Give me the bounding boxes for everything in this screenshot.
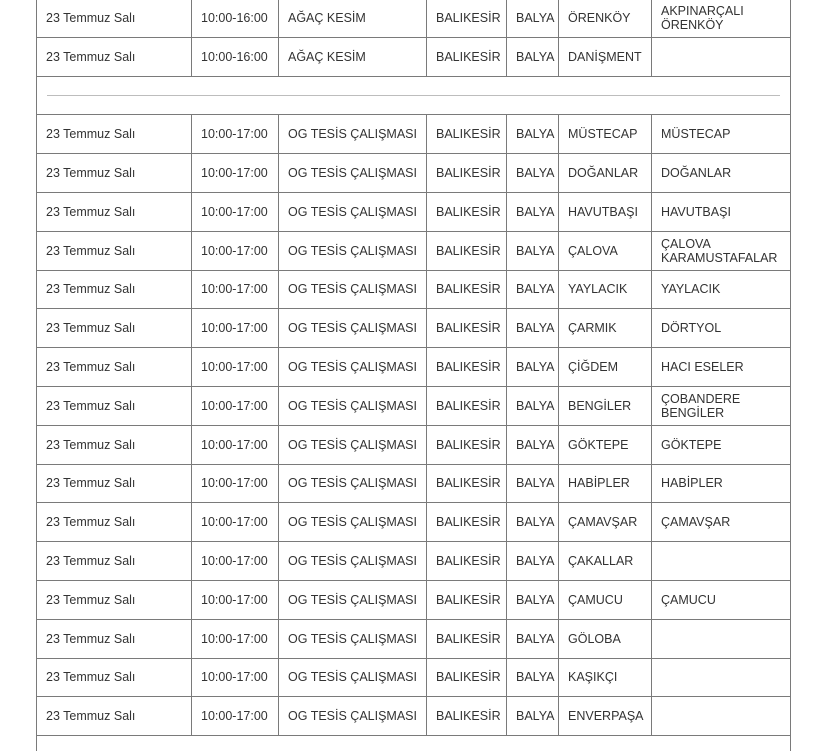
affected-locations-cell (652, 697, 791, 736)
province-cell: BALIKESİR (427, 231, 507, 270)
province-cell: BALIKESİR (427, 309, 507, 348)
work-type-cell: OG TESİS ÇALIŞMASI (279, 231, 427, 270)
time-cell: 10:00-17:00 (192, 503, 279, 542)
date-cell: 23 Temmuz Salı (37, 658, 192, 697)
work-type-cell: OG TESİS ÇALIŞMASI (279, 503, 427, 542)
date-cell: 23 Temmuz Salı (37, 0, 192, 37)
province-cell: BALIKESİR (427, 37, 507, 76)
work-type-cell: OG TESİS ÇALIŞMASI (279, 580, 427, 619)
neighborhood-cell: ÇALOVA (559, 231, 652, 270)
date-cell: 23 Temmuz Salı (37, 697, 192, 736)
time-cell: 10:00-16:00 (192, 0, 279, 37)
date-cell: 23 Temmuz Salı (37, 542, 192, 581)
table-row (37, 697, 791, 736)
neighborhood-cell: ÇARMIK (559, 309, 652, 348)
affected-locations-cell (652, 154, 791, 193)
table-row (37, 542, 791, 581)
province-cell: BALIKESİR (427, 503, 507, 542)
date-cell: 23 Temmuz Salı (37, 464, 192, 503)
time-cell: 10:00-17:00 (192, 658, 279, 697)
neighborhood-cell: ÖRENKÖY (559, 0, 652, 37)
table-row (37, 0, 791, 37)
date-cell: 23 Temmuz Salı (37, 115, 192, 154)
affected-locations-cell (652, 542, 791, 581)
affected-locations-cell (652, 425, 791, 464)
province-cell: BALIKESİR (427, 619, 507, 658)
location-name: YAYLACIK (661, 282, 721, 297)
outage-table-body (37, 0, 791, 751)
work-type-cell: OG TESİS ÇALIŞMASI (279, 348, 427, 387)
table-row (37, 580, 791, 619)
neighborhood-cell: DOĞANLAR (559, 154, 652, 193)
district-cell: BALYA (507, 425, 559, 464)
province-cell: BALIKESİR (427, 697, 507, 736)
location-name: HABİPLER (661, 476, 723, 491)
date-cell: 23 Temmuz Salı (37, 270, 192, 309)
affected-locations-cell (652, 231, 791, 270)
table-row (37, 231, 791, 270)
location-name: HAVUTBAŞI (661, 204, 731, 219)
affected-locations-cell (652, 115, 791, 154)
work-type-cell: OG TESİS ÇALIŞMASI (279, 619, 427, 658)
time-cell: 10:00-17:00 (192, 542, 279, 581)
work-type-cell: OG TESİS ÇALIŞMASI (279, 270, 427, 309)
neighborhood-cell: BENGİLER (559, 386, 652, 425)
partial-cell (37, 736, 791, 751)
neighborhood-cell: ÇAMAVŞAR (559, 503, 652, 542)
neighborhood-cell: ÇAKALLAR (559, 542, 652, 581)
affected-locations-cell (652, 386, 791, 425)
district-cell: BALYA (507, 154, 559, 193)
location-name: GÖKTEPE (661, 437, 722, 452)
date-cell: 23 Temmuz Salı (37, 503, 192, 542)
table-row (37, 619, 791, 658)
neighborhood-cell: ÇAMUCU (559, 580, 652, 619)
neighborhood-cell: DANİŞMENT (559, 37, 652, 76)
district-cell: BALYA (507, 231, 559, 270)
location-name: ÖRENKÖY (661, 17, 724, 32)
affected-locations-cell (652, 464, 791, 503)
province-cell: BALIKESİR (427, 348, 507, 387)
separator-cell (37, 76, 791, 115)
work-type-cell: OG TESİS ÇALIŞMASI (279, 542, 427, 581)
location-name: AKPINARÇALI (661, 3, 744, 18)
time-cell: 10:00-17:00 (192, 154, 279, 193)
affected-locations-cell (652, 348, 791, 387)
power-outage-table (36, 0, 791, 751)
time-cell: 10:00-17:00 (192, 697, 279, 736)
district-cell: BALYA (507, 503, 559, 542)
separator-line (47, 95, 780, 96)
province-cell: BALIKESİR (427, 115, 507, 154)
neighborhood-cell: GÖKTEPE (559, 425, 652, 464)
province-cell: BALIKESİR (427, 542, 507, 581)
district-cell: BALYA (507, 192, 559, 231)
table-row-partial (37, 736, 791, 751)
date-cell: 23 Temmuz Salı (37, 348, 192, 387)
district-cell: BALYA (507, 658, 559, 697)
province-cell: BALIKESİR (427, 192, 507, 231)
table-row (37, 658, 791, 697)
work-type-cell: OG TESİS ÇALIŞMASI (279, 658, 427, 697)
location-name: DOĞANLAR (661, 166, 732, 181)
time-cell: 10:00-17:00 (192, 580, 279, 619)
affected-locations-cell (652, 0, 791, 37)
table-row (37, 425, 791, 464)
table-row (37, 348, 791, 387)
time-cell: 10:00-17:00 (192, 115, 279, 154)
neighborhood-cell: HABİPLER (559, 464, 652, 503)
table-row (37, 503, 791, 542)
affected-locations-cell (652, 309, 791, 348)
district-cell: BALYA (507, 115, 559, 154)
table-row (37, 464, 791, 503)
work-type-cell: OG TESİS ÇALIŞMASI (279, 697, 427, 736)
work-type-cell: AĞAÇ KESİM (279, 37, 427, 76)
date-cell: 23 Temmuz Salı (37, 231, 192, 270)
neighborhood-cell: GÖLOBA (559, 619, 652, 658)
time-cell: 10:00-16:00 (192, 37, 279, 76)
district-cell: BALYA (507, 386, 559, 425)
affected-locations-cell (652, 192, 791, 231)
affected-locations-cell (652, 503, 791, 542)
time-cell: 10:00-17:00 (192, 348, 279, 387)
district-cell: BALYA (507, 542, 559, 581)
province-cell: BALIKESİR (427, 270, 507, 309)
location-name: HACI ESELER (661, 360, 744, 375)
table-row (37, 270, 791, 309)
work-type-cell: AĞAÇ KESİM (279, 0, 427, 37)
province-cell: BALIKESİR (427, 425, 507, 464)
district-cell: BALYA (507, 37, 559, 76)
time-cell: 10:00-17:00 (192, 464, 279, 503)
work-type-cell: OG TESİS ÇALIŞMASI (279, 425, 427, 464)
district-cell: BALYA (507, 464, 559, 503)
time-cell: 10:00-17:00 (192, 231, 279, 270)
affected-locations-cell (652, 658, 791, 697)
table-row (37, 192, 791, 231)
date-cell: 23 Temmuz Salı (37, 154, 192, 193)
province-cell: BALIKESİR (427, 464, 507, 503)
location-name: BENGİLER (661, 405, 725, 420)
location-name: ÇALOVA (661, 236, 711, 251)
table-row (37, 309, 791, 348)
work-type-cell: OG TESİS ÇALIŞMASI (279, 192, 427, 231)
table-row (37, 37, 791, 76)
location-name: DÖRTYOL (661, 321, 722, 336)
affected-locations-cell (652, 37, 791, 76)
district-cell: BALYA (507, 348, 559, 387)
time-cell: 10:00-17:00 (192, 619, 279, 658)
district-cell: BALYA (507, 580, 559, 619)
time-cell: 10:00-17:00 (192, 386, 279, 425)
location-name: KARAMUSTAFALAR (661, 250, 778, 265)
date-cell: 23 Temmuz Salı (37, 386, 192, 425)
date-cell: 23 Temmuz Salı (37, 192, 192, 231)
affected-locations-cell (652, 580, 791, 619)
date-cell: 23 Temmuz Salı (37, 619, 192, 658)
work-type-cell: OG TESİS ÇALIŞMASI (279, 309, 427, 348)
time-cell: 10:00-17:00 (192, 270, 279, 309)
province-cell: BALIKESİR (427, 0, 507, 37)
table-row (37, 386, 791, 425)
date-cell: 23 Temmuz Salı (37, 37, 192, 76)
location-name: MÜSTECAP (661, 127, 731, 142)
neighborhood-cell: HAVUTBAŞI (559, 192, 652, 231)
district-cell: BALYA (507, 309, 559, 348)
location-name: ÇAMUCU (661, 592, 716, 607)
affected-locations-cell (652, 270, 791, 309)
location-name: ÇAMAVŞAR (661, 515, 731, 530)
date-cell: 23 Temmuz Salı (37, 580, 192, 619)
location-name: ÇOBANDERE (661, 391, 741, 406)
district-cell: BALYA (507, 0, 559, 37)
work-type-cell: OG TESİS ÇALIŞMASI (279, 464, 427, 503)
neighborhood-cell: MÜSTECAP (559, 115, 652, 154)
table-row (37, 154, 791, 193)
work-type-cell: OG TESİS ÇALIŞMASI (279, 386, 427, 425)
time-cell: 10:00-17:00 (192, 309, 279, 348)
time-cell: 10:00-17:00 (192, 192, 279, 231)
district-cell: BALYA (507, 697, 559, 736)
affected-locations-cell (652, 619, 791, 658)
work-type-cell: OG TESİS ÇALIŞMASI (279, 154, 427, 193)
province-cell: BALIKESİR (427, 154, 507, 193)
date-cell: 23 Temmuz Salı (37, 309, 192, 348)
work-type-cell: OG TESİS ÇALIŞMASI (279, 115, 427, 154)
district-cell: BALYA (507, 270, 559, 309)
province-cell: BALIKESİR (427, 580, 507, 619)
neighborhood-cell: YAYLACIK (559, 270, 652, 309)
district-cell: BALYA (507, 619, 559, 658)
table-separator-row (37, 76, 791, 115)
table-row (37, 115, 791, 154)
time-cell: 10:00-17:00 (192, 425, 279, 464)
neighborhood-cell: KAŞIKÇI (559, 658, 652, 697)
neighborhood-cell: ENVERPAŞA (559, 697, 652, 736)
neighborhood-cell: ÇİĞDEM (559, 348, 652, 387)
province-cell: BALIKESİR (427, 386, 507, 425)
province-cell: BALIKESİR (427, 658, 507, 697)
date-cell: 23 Temmuz Salı (37, 425, 192, 464)
